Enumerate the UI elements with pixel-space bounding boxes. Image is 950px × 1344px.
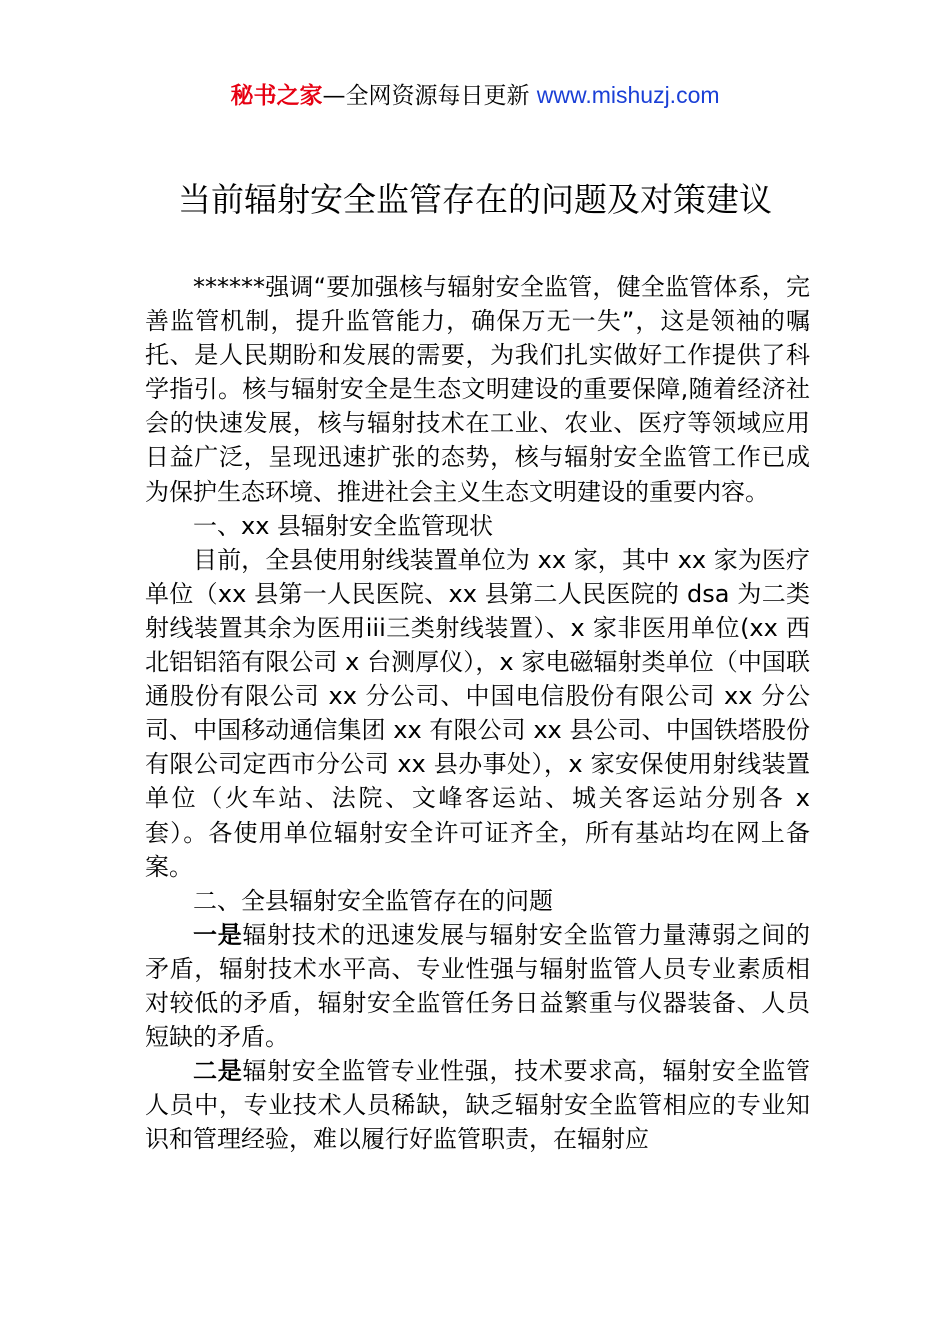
- paragraph-problem-1: [145, 918, 810, 1054]
- document-body: [145, 270, 810, 1156]
- section-heading-1: [145, 509, 810, 543]
- paragraph-text: 辐射技术的迅速发展与辐射安全监管力量薄弱之间的矛盾，辐射技术水平高、专业性强与辐射监管人员专业素质相对较低的矛盾，辐射安全监管任务日益繁重与仪器装备、人员短缺的矛盾。: [145, 920, 811, 1052]
- site-url-link[interactable]: www.mishuzj.com: [536, 82, 720, 108]
- section-heading-2: [145, 884, 810, 918]
- paragraph-status: [145, 543, 810, 884]
- paragraph-lead: 二是: [193, 1057, 243, 1086]
- header-tagline: —全网资源每日更新: [322, 83, 537, 109]
- paragraph-text: 目前，全县使用射线装置单位为 xx 家，其中 xx 家为医疗单位（xx 县第一人民医院、xx 县第二人民医院的 dsa 为二类射线装置其余为医用iii三类射线装置）、x 家非医用单位(xx 西北铝铝箔有限公司 x 台测厚仪），x 家电磁辐射类单位（中国联通股份有限公司 xx 分公司、中国电信股份有限公司 xx 分公司、中国移动通信集团 xx 有限公司 xx 县公司、中国铁塔股份有限公司定西市分公司 xx 县办事处），x 家安保使用射线装置单位（火车站、法院、文峰客运站、城关客运站分别各 x 套）。各使用单位辐射安全许可证齐全，所有基站均在网上备案。: [145, 545, 810, 881]
- paragraph-lead: 一是: [193, 920, 243, 949]
- paragraph-text: ******强调“要加强核与辐射安全监管，健全监管体系，完善监管机制，提升监管能力，确保万无一失”，这是领袖的嘱托、是人民期盼和发展的需要，为我们扎实做好工作提供了科学指引。核与辐射安全是生态文明建设的重要保障,随着经济社会的快速发展，核与辐射技术在工业、农业、医疗等领域应用日益广泛，呈现迅速扩张的态势，核与辐射安全监管工作已成为保护生态环境、推进社会主义生态文明建设的重要内容。: [145, 273, 810, 506]
- paragraph-problem-2: [145, 1054, 810, 1156]
- section-heading-text: 二、全县辐射安全监管存在的问题: [193, 886, 553, 915]
- site-header: [0, 78, 950, 113]
- paragraph-text: 辐射安全监管专业性强，技术要求高，辐射安全监管人员中，专业技术人员稀缺，缺乏辐射安全监管相应的专业知识和管理经验，难以履行好监管职责，在辐射应: [145, 1057, 811, 1154]
- brand-name: 秘书之家: [230, 83, 323, 109]
- document-title: 当前辐射安全监管存在的问题及对策建议: [178, 180, 772, 219]
- paragraph-intro: [145, 270, 810, 509]
- section-heading-text: 一、xx 县辐射安全监管现状: [193, 511, 494, 540]
